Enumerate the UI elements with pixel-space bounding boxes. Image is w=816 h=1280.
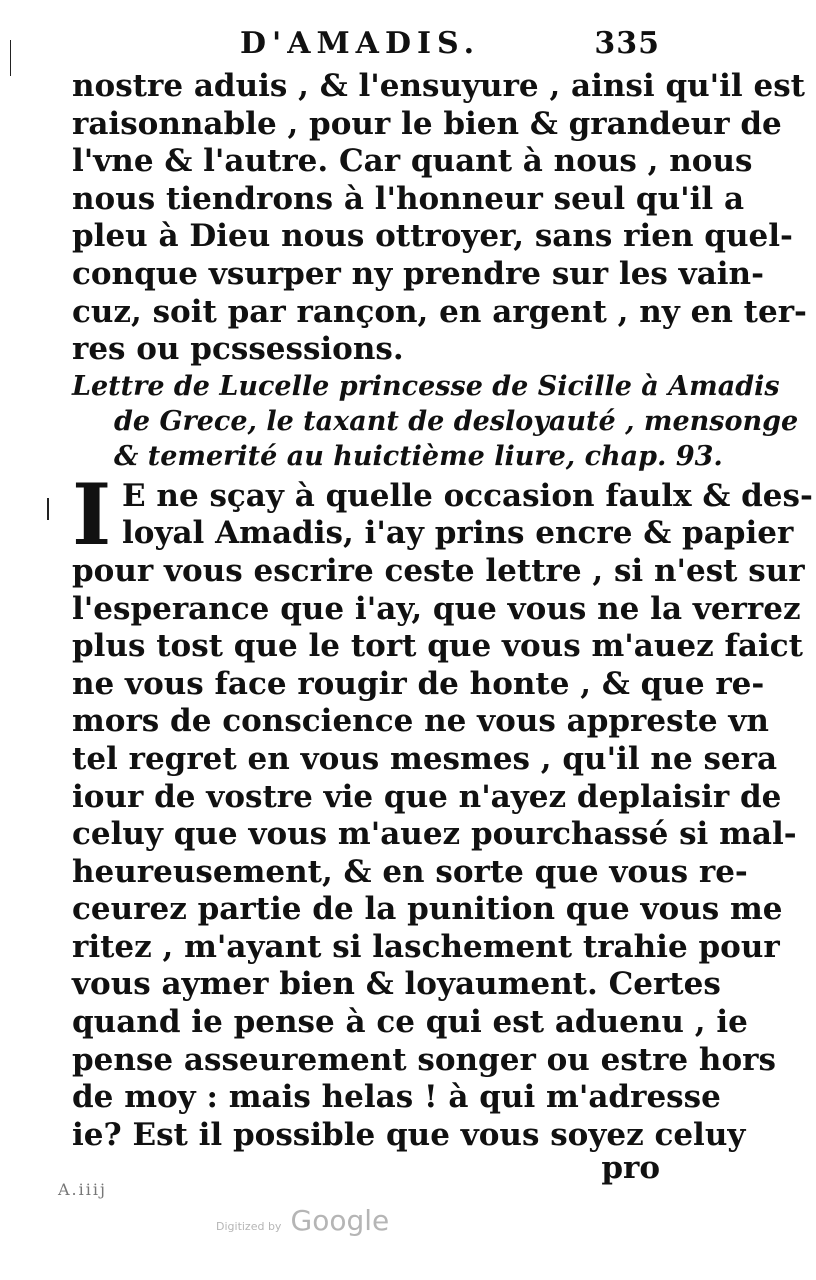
text-line: loyal Amadis, i'ay prins encre & papier: [122, 515, 794, 552]
text-line: ie? Est il possible que vous soyez celuy: [72, 1116, 746, 1153]
text-line: pense asseurement songer ou estre hors: [72, 1041, 776, 1078]
letter-text: [72, 464, 813, 1155]
rubric-line: de Grece, le taxant de desloyauté , mensonge: [114, 405, 799, 437]
text-line: plus tost que le tort que vous m'auez faict: [72, 628, 803, 665]
watermark-small-text: Digitized by: [216, 1220, 282, 1233]
text-line: raisonnable , pour le bien & grandeur de: [72, 105, 782, 142]
text-line: ritez , m'ayant si laschement trahie pour: [72, 928, 780, 965]
text-line: iour de vostre vie que n'ayez deplaisir de: [72, 778, 782, 815]
text-line: pleu à Dieu nous ottroyer, sans rien quel-: [72, 218, 793, 255]
text-line: cuz, soit par rançon, en argent , ny en ter-: [72, 293, 807, 330]
text-line: pour vous escrire ceste lettre , si n'est sur: [72, 552, 805, 589]
text-line: ne vous face rougir de honte , & que re-: [72, 665, 765, 702]
rubric-line: & temerité au huictième liure, chap. 93.: [114, 440, 723, 472]
edge-mark: [10, 40, 11, 76]
text-line: heureusement, & en sorte que vous re-: [72, 853, 748, 890]
drop-cap: I: [72, 464, 112, 564]
text-line: celuy que vous m'auez pourchassé si mal-: [72, 816, 797, 853]
text-line: E ne sçay à quelle occasion faulx & des-: [122, 477, 813, 514]
text-line: mors de conscience ne vous appreste vn: [72, 703, 769, 740]
rubric-line: Lettre de Lucelle princesse de Sicille à Amadis: [72, 370, 780, 402]
text-line: res ou pcssessions.: [72, 331, 404, 368]
letter-rubric: [72, 369, 799, 474]
paragraph-continuation: [72, 68, 807, 369]
text-line: ceurez partie de la punition que vous me: [72, 891, 783, 928]
text-line: quand ie pense à ce qui est aduenu , ie: [72, 1004, 748, 1041]
text-block: [72, 68, 813, 1154]
watermark-logo-text: Google: [290, 1204, 390, 1237]
margin-mark: [47, 498, 49, 520]
running-title: D'AMADIS.: [240, 26, 481, 61]
running-header: [195, 26, 660, 66]
text-line: nous tiendrons à l'honneur seul qu'il a: [72, 180, 745, 217]
page-number: 335: [594, 26, 660, 61]
catchword: pro: [601, 1150, 660, 1186]
text-line: nostre aduis , & l'ensuyure , ainsi qu'il est: [72, 68, 805, 104]
text-line: conque vsurper ny prendre sur les vain-: [72, 255, 764, 292]
digitization-watermark: [216, 1204, 389, 1237]
text-line: vous aymer bien & loyaument. Certes: [72, 966, 721, 1003]
text-line: l'vne & l'autre. Car quant à nous , nous: [72, 143, 753, 180]
text-line: l'esperance que i'ay, que vous ne la verrez: [72, 590, 801, 627]
text-line: tel regret en vous mesmes , qu'il ne sera: [72, 740, 778, 777]
text-line: de moy : mais helas ! à qui m'adresse: [72, 1079, 721, 1116]
signature-mark: A.iiij: [58, 1180, 107, 1199]
